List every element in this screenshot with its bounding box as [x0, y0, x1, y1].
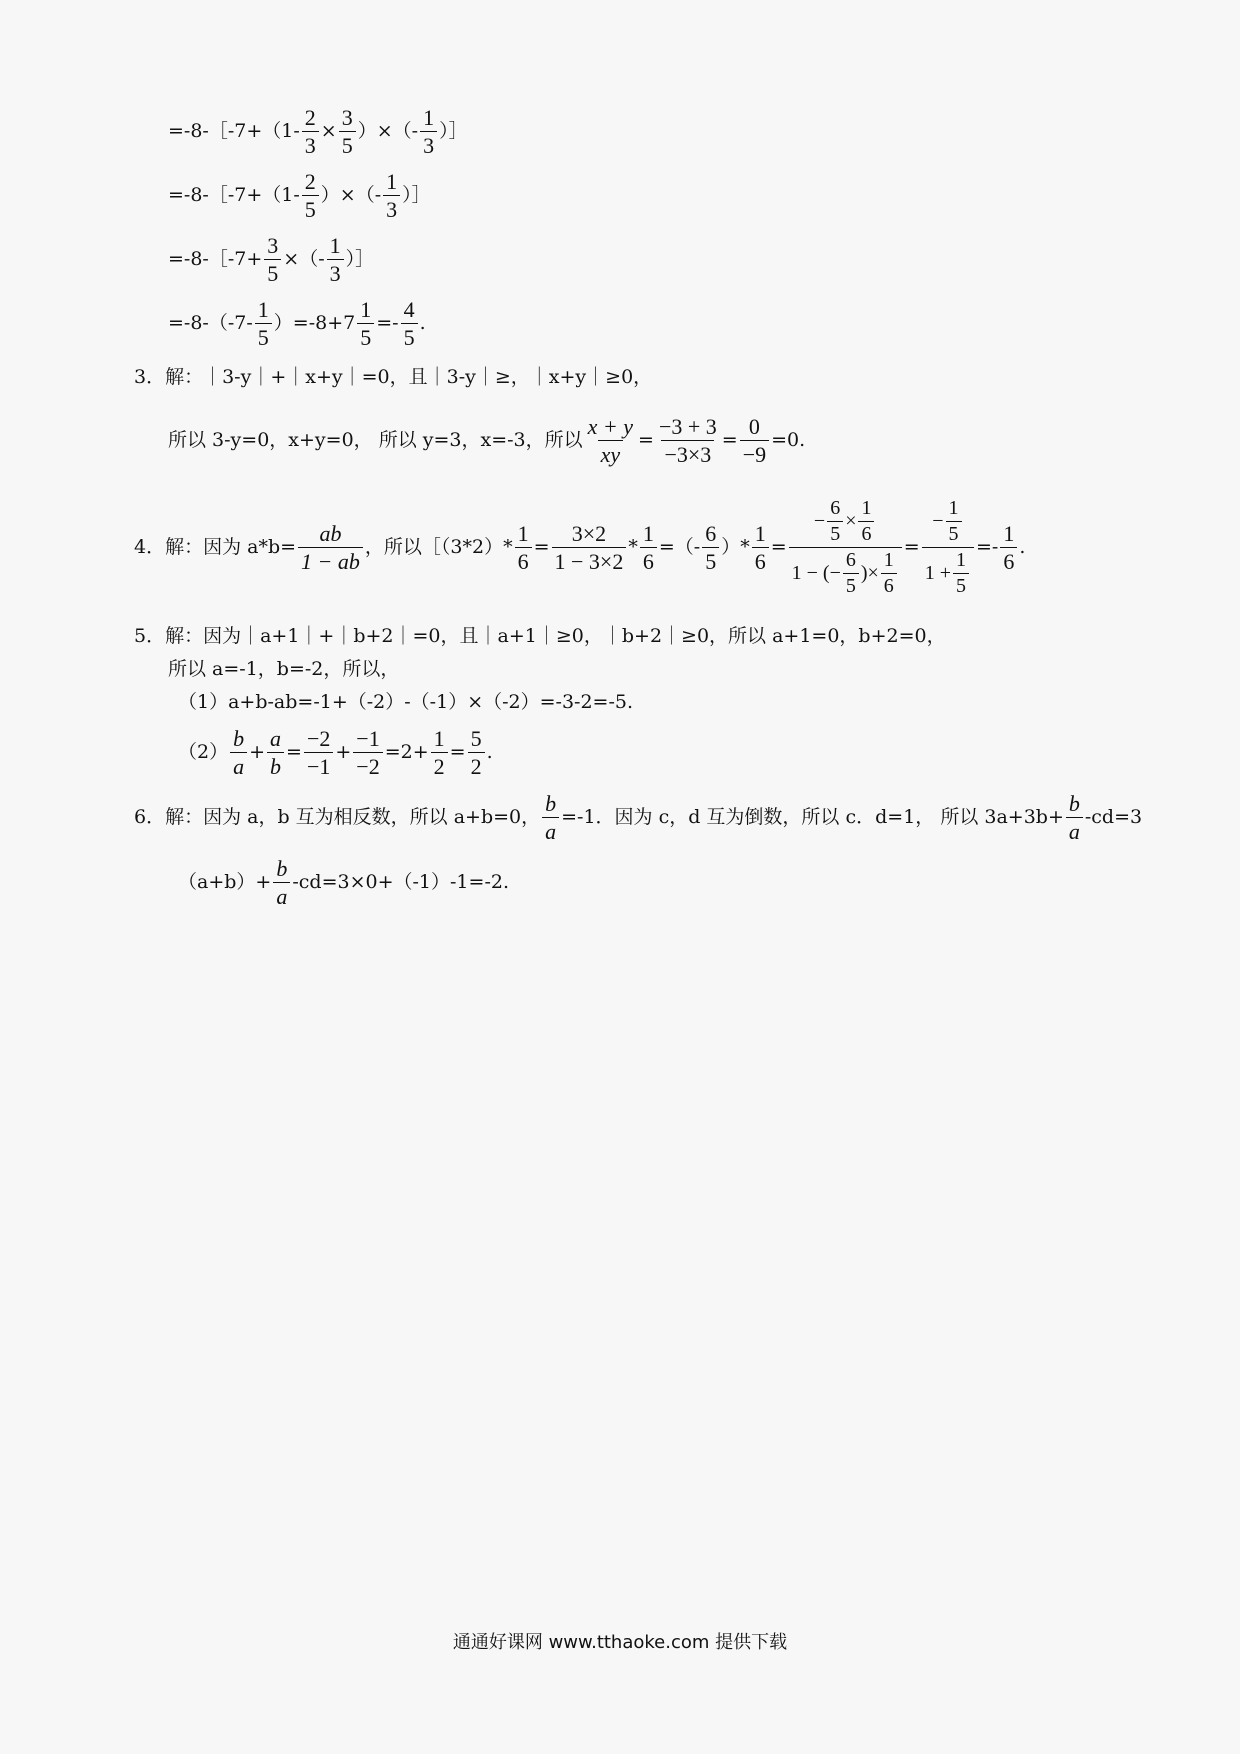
text: =: [721, 429, 738, 452]
text: *: [628, 536, 638, 558]
problem-3-line-2: [168, 415, 805, 466]
text: -cd=3: [1084, 806, 1143, 829]
fraction: $\frac{-3 + 3}{-3\times 3}$: [658, 414, 717, 468]
fraction: $\frac{3}{5}$: [264, 234, 281, 285]
fraction: $\frac{1}{6}$: [640, 522, 657, 573]
text: =: [638, 429, 654, 452]
text: =（-: [658, 536, 701, 558]
text: =-8-［-7+（1-: [168, 120, 300, 143]
step-line-1: [168, 106, 468, 157]
text: =2+: [384, 741, 429, 764]
fraction: $\frac{1}{6}$: [515, 522, 532, 573]
fraction: $\frac{b}{a}$: [273, 857, 290, 908]
problem-5-line-1: [134, 627, 946, 646]
fraction: $\frac{1}{6}$: [1000, 522, 1017, 573]
fraction: $\frac{0}{-9}$: [740, 415, 769, 466]
text: =-8-［-7+（1-: [168, 184, 300, 207]
text: +: [249, 741, 266, 764]
fraction: $\frac{x + y}{xy}$: [587, 414, 634, 468]
text: 所以 a=-1，b=-2，所以，: [168, 658, 400, 680]
text: =0.: [771, 429, 806, 452]
text: 4．解：因为 a*b=: [134, 536, 297, 558]
text: ）］: [402, 184, 431, 207]
fraction: $\frac{-2}{-1}$: [304, 727, 333, 778]
text: =: [533, 536, 550, 558]
fraction: $\frac{5}{2}$: [468, 727, 485, 778]
compound-fraction: − $\frac{1}{5}$ 1 + $\frac{1}{5}$: [922, 498, 974, 597]
text: .: [486, 741, 493, 764]
fraction: $\frac{1}{5}$: [255, 298, 272, 349]
text: （2）: [178, 741, 229, 764]
problem-5-line-4: [178, 727, 493, 778]
text: =-: [976, 536, 999, 558]
fraction: $\frac{b}{a}$: [230, 727, 247, 778]
fraction: $\frac{2}{5}$: [302, 170, 319, 221]
text: .: [419, 312, 426, 335]
step-line-3: [168, 234, 374, 285]
fraction: $\frac{b}{a}$: [542, 792, 559, 843]
problem-6-line-2: [178, 857, 509, 908]
text: （a+b）+: [178, 871, 272, 894]
footer-text: 通通好课网 www.tthaoke.com 提供下载: [452, 1632, 788, 1653]
text: ×（-: [283, 248, 325, 271]
text: ×: [320, 120, 337, 143]
text: 3．解：｜3-y｜+｜x+y｜=0，且｜3-y｜≥，｜x+y｜≥0，: [134, 366, 653, 388]
fraction: $\frac{b}{a}$: [1066, 792, 1083, 843]
text: ）］: [439, 120, 468, 143]
text: =: [286, 741, 302, 764]
problem-6-line-1: [134, 792, 1142, 843]
text: ）×（-: [320, 184, 382, 207]
problem-5-line-2: [168, 660, 399, 679]
text: ）*: [721, 536, 750, 558]
problem-5-line-3: [178, 693, 633, 712]
text: =: [449, 741, 466, 764]
fraction: $\frac{1}{6}$: [752, 522, 769, 573]
fraction: $\frac{2}{3}$: [302, 106, 319, 157]
text: =: [770, 536, 787, 558]
text: 所以 3-y=0，x+y=0， 所以 y=3，x=-3，所以: [168, 429, 583, 452]
step-line-2: [168, 170, 431, 221]
text: -cd=3×0+（-1）-1=-2.: [292, 871, 509, 894]
text: =: [903, 536, 920, 558]
text: ）×（-: [357, 120, 419, 143]
fraction: $\frac{6}{5}$: [702, 522, 719, 573]
problem-3-line-1: [134, 368, 652, 387]
fraction: $\frac{1}{3}$: [327, 234, 344, 285]
text: =-8-［-7+: [168, 248, 263, 271]
step-line-4: [168, 298, 426, 349]
text: +: [335, 741, 352, 764]
text: .: [1019, 536, 1026, 558]
fraction: $\frac{1}{3}$: [383, 170, 400, 221]
fraction: $\frac{1}{2}$: [431, 727, 448, 778]
text: 6．解：因为 a，b 互为相反数，所以 a+b=0，: [134, 806, 541, 829]
fraction: $\frac{3\times 2}{1 - 3\times 2}$: [552, 522, 627, 573]
text: =-: [376, 312, 399, 335]
fraction: $\frac{4}{5}$: [401, 298, 418, 349]
compound-fraction: − $\frac{6}{5}$ × $\frac{1}{6}$ 1 − (− $\frac{6}{5}$ )× $\frac{1}{6}$: [789, 498, 902, 597]
text: =-8-（-7-: [168, 312, 253, 335]
fraction: $\frac{1}{5}$: [357, 298, 374, 349]
text: ）=-8+7: [273, 312, 356, 335]
text: （1）a+b-ab=-1+（-2）-（-1）×（-2）=-3-2=-5.: [178, 691, 634, 713]
fraction: $\frac{-1}{-2}$: [353, 727, 382, 778]
fraction: $\frac{3}{5}$: [339, 106, 356, 157]
text: 5．解：因为｜a+1｜+｜b+2｜=0，且｜a+1｜≥0，｜b+2｜≥0，所以 a+1=0，b+2=0，: [134, 625, 946, 647]
fraction: $\frac{a}{b}$: [267, 727, 284, 778]
page-footer: [0, 1628, 1240, 1654]
fraction: $\frac{ab}{1 - ab}$: [298, 522, 363, 573]
text: =-1．因为 c，d 互为倒数，所以 c．d=1， 所以 3a+3b+: [561, 806, 1064, 829]
text: ，所以［（3*2）*: [364, 536, 513, 558]
fraction: $\frac{1}{3}$: [420, 106, 437, 157]
text: ）］: [345, 248, 375, 271]
problem-4-line: [134, 498, 1025, 597]
